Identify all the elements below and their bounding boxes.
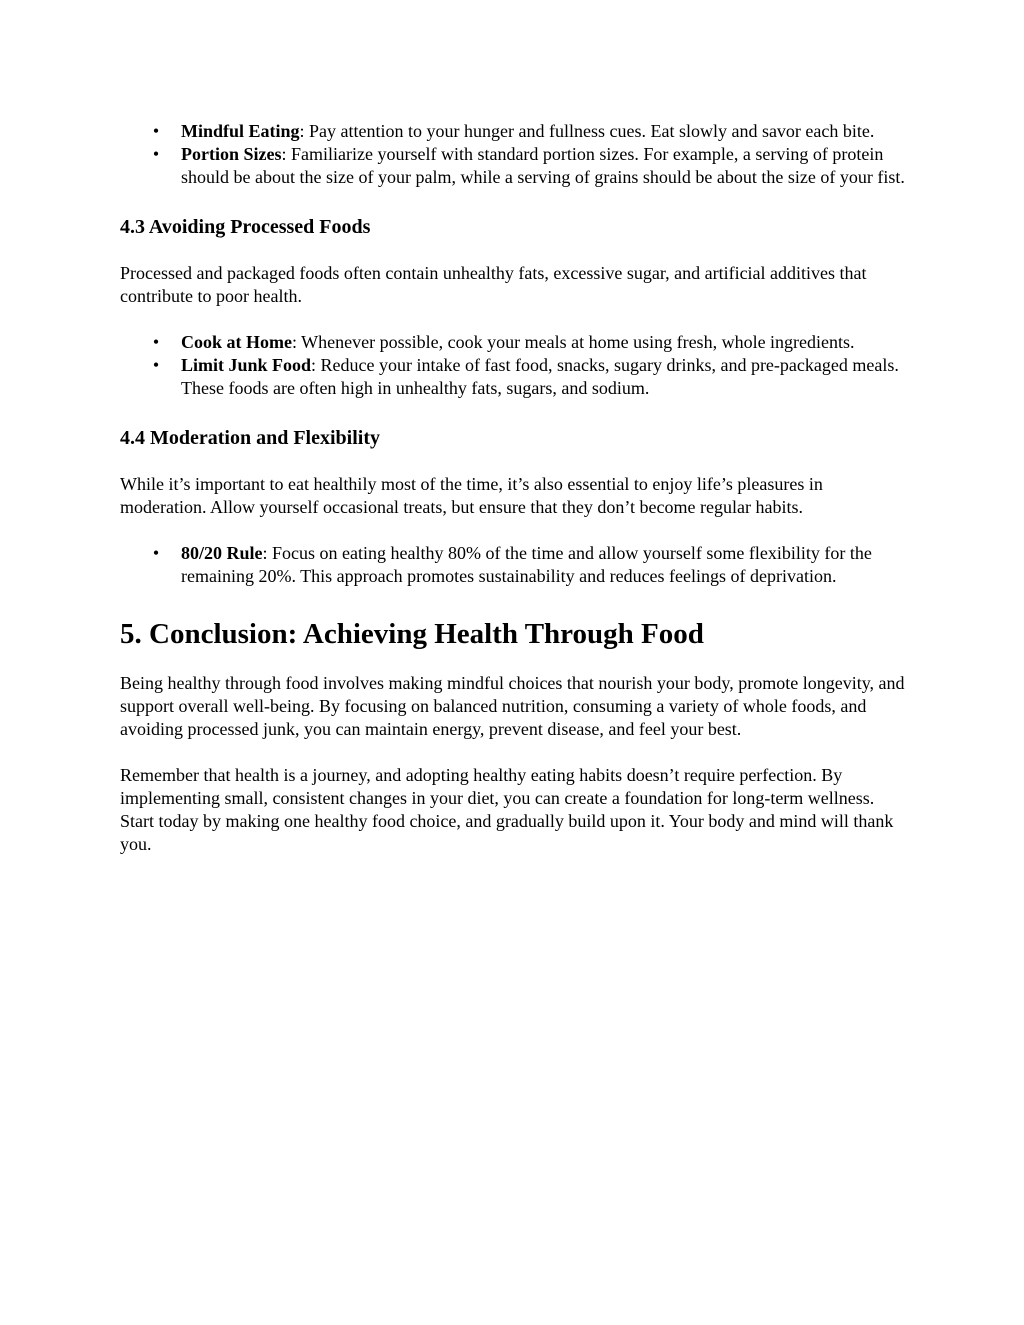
section-heading-4-4: 4.4 Moderation and Flexibility — [120, 427, 380, 449]
list-item-text: : Pay attention to your hunger and fullness cues. Eat slowly and savor each bite. — [299, 121, 875, 141]
list-item — [120, 331, 910, 354]
document-page — [120, 120, 910, 856]
bullet-icon — [149, 331, 163, 354]
section-paragraph: While it’s important to eat healthily most of the time, it’s also essential to enjoy life’s pleasures in moderation. Allow yourself occasional treats, but ensure that they don’t become regular habits. — [120, 474, 823, 517]
list-item-term: Portion Sizes — [181, 144, 282, 164]
list-item — [120, 120, 910, 143]
list-item-term: Limit Junk Food — [181, 355, 312, 375]
bullet-list-eating-tips — [120, 120, 910, 189]
list-item — [120, 143, 910, 189]
list-item-text: : Focus on eating healthy 80% of the time and allow yourself some flexibility for the remaining 20%. This approach promotes sustainability and reduces feelings of deprivation. — [181, 543, 872, 586]
bullet-icon — [149, 542, 163, 565]
list-item-term: Cook at Home — [181, 332, 292, 352]
list-item-term: 80/20 Rule — [181, 543, 263, 563]
bullet-list-moderation — [120, 542, 910, 588]
bullet-list-processed-foods — [120, 331, 910, 400]
list-item-text: : Whenever possible, cook your meals at home using fresh, whole ingredients. — [292, 332, 855, 352]
conclusion-paragraph: Being healthy through food involves making mindful choices that nourish your body, promote longevity, and support overall well-being. By focusing on balanced nutrition, consuming a variety of whole foods, and avoiding processed junk, you can maintain energy, prevent disease, and feel your best. — [120, 673, 905, 739]
list-item — [120, 354, 910, 400]
list-item-term: Mindful Eating — [181, 121, 300, 141]
list-item-text: : Familiarize yourself with standard portion sizes. For example, a serving of protein should be about the size of your palm, while a serving of grains should be about the size of your fist. — [181, 144, 905, 187]
section-paragraph: Processed and packaged foods often contain unhealthy fats, excessive sugar, and artificial additives that contribute to poor health. — [120, 263, 867, 306]
bullet-icon — [149, 354, 163, 377]
bullet-icon — [149, 120, 163, 143]
section-heading-4-3: 4.3 Avoiding Processed Foods — [120, 216, 371, 238]
list-item — [120, 542, 910, 588]
bullet-icon — [149, 143, 163, 166]
section-heading-5: 5. Conclusion: Achieving Health Through Food — [120, 618, 704, 650]
conclusion-paragraph: Remember that health is a journey, and adopting healthy eating habits doesn’t require perfection. By implementing small, consistent changes in your diet, you can create a foundation for long-term wellness. Start today by making one healthy food choice, and gradually build upon it. Your body and mind will thank you. — [120, 765, 894, 854]
list-item-text: : Reduce your intake of fast food, snacks, sugary drinks, and pre-packaged meals. These foods are often high in unhealthy fats, sugars, and sodium. — [181, 355, 899, 398]
